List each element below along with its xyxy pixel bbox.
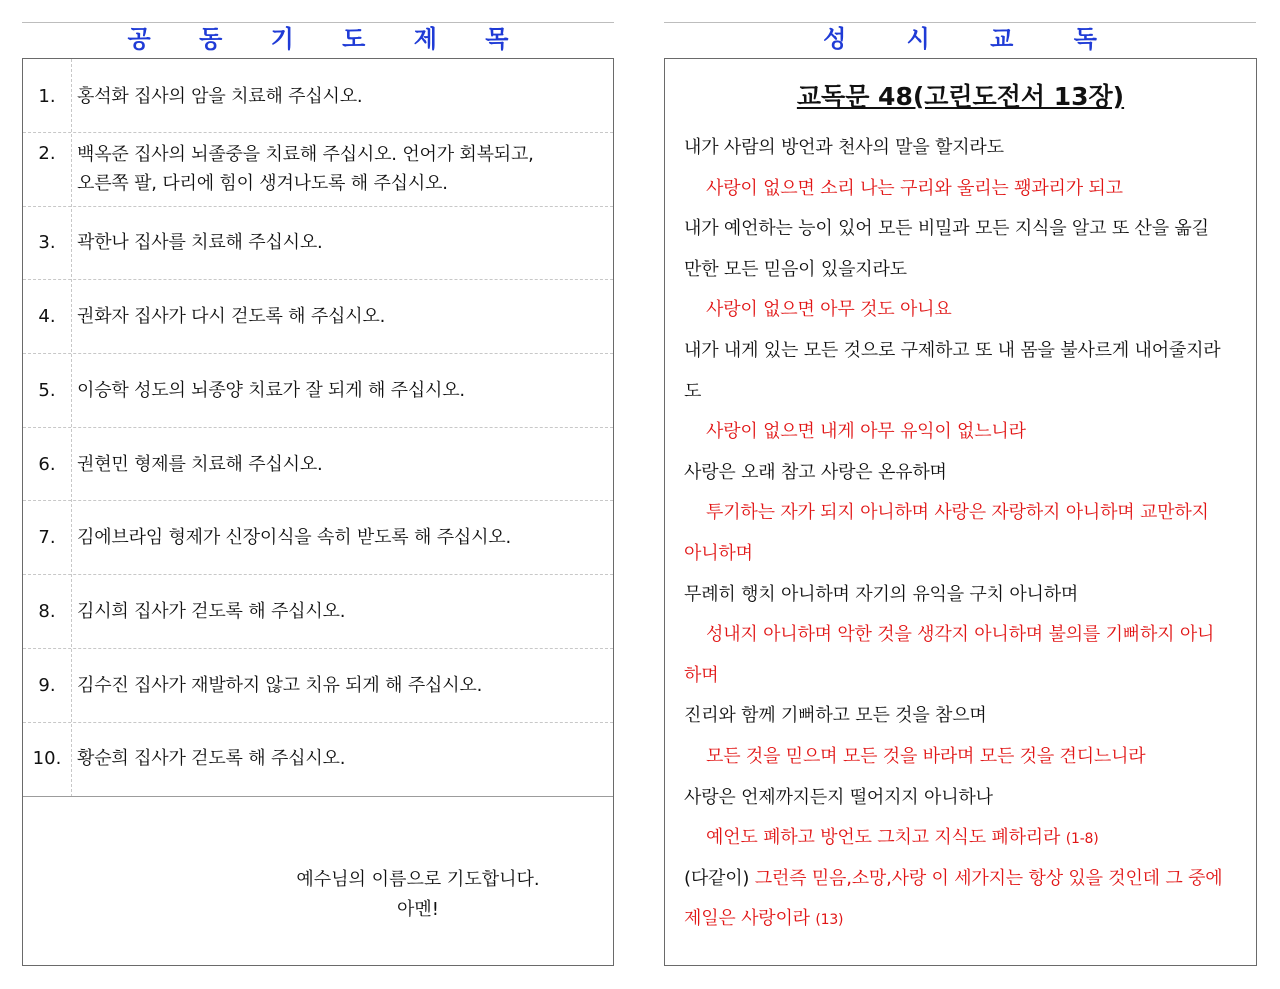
prayer-number: 1.: [38, 86, 56, 107]
reading-line-text: 제일은 사랑이라: [684, 908, 810, 930]
reading-line: 내가 사람의 방언과 천사의 말을 할지라도: [684, 137, 1004, 158]
prayer-number: 5.: [38, 380, 56, 401]
responsive-reading-panel: [664, 58, 1257, 966]
reading-line: [684, 859, 1250, 900]
prayer-text-line: 김에브라임 형제가 신장이식을 속히 받도록 해 주십시오.: [77, 527, 511, 548]
prayer-item: [23, 354, 613, 428]
prayer-item: [23, 207, 613, 280]
reading-line-text: 예언도 폐하고 방언도 그치고 지식도 폐하리라: [706, 827, 1061, 849]
verse-reference: (13): [815, 912, 844, 929]
prayer-text: [77, 376, 573, 405]
prayer-item: [23, 723, 613, 797]
left-title-char: 목: [485, 25, 509, 53]
reading-line: 무례히 행치 아니하며 자기의 유익을 구치 아니하며: [684, 583, 1079, 605]
reading-line: 사랑이 없으면 아무 것도 아니요: [706, 299, 952, 321]
right-title-char: 성: [823, 25, 847, 53]
right-title-char: 독: [1073, 25, 1097, 53]
reading-line: 하며: [684, 664, 719, 686]
prayer-number: 9.: [38, 675, 56, 696]
right-title-char: 교: [990, 25, 1014, 53]
all-together-label: (다같이): [684, 867, 750, 889]
prayer-text-line: 권화자 집사가 다시 걷도록 해 주십시오.: [77, 306, 386, 327]
prayer-item: [23, 501, 613, 575]
closing-prayer: [23, 865, 613, 925]
reading-line: 모든 것을 믿으며 모든 것을 바라며 모든 것을 견디느니라: [706, 745, 1146, 767]
prayer-text: [77, 597, 573, 626]
prayer-number: 7.: [38, 527, 56, 548]
prayer-text-line: 백옥준 집사의 뇌졸중을 치료해 주십시오. 언어가 회복되고,: [77, 144, 534, 165]
prayer-list-panel: [22, 58, 614, 966]
prayer-item: [23, 649, 613, 723]
prayer-text: [77, 228, 573, 257]
prayer-text: [77, 302, 573, 331]
prayer-text-line: 황순희 집사가 걷도록 해 주십시오.: [77, 748, 346, 769]
reading-line: 사랑이 없으면 내게 아무 유익이 없느니라: [706, 421, 1026, 443]
reading-line: 진리와 함께 기뻐하고 모든 것을 참으며: [684, 705, 987, 727]
prayer-text-line: 오른쪽 팔, 다리에 힘이 생겨나도록 해 주십시오.: [77, 173, 448, 194]
prayer-text: [77, 82, 573, 111]
left-column-title: [22, 22, 614, 56]
prayer-text: [77, 523, 573, 552]
prayer-text: [77, 140, 573, 198]
prayer-item: [23, 428, 613, 501]
left-title-char: 제: [413, 25, 437, 53]
prayer-number: 6.: [38, 454, 56, 475]
reading-line: 내가 예언하는 능이 있어 모든 비밀과 모든 지식을 알고 또 산을 옮길: [684, 218, 1209, 240]
reading-line: 아니하며: [684, 542, 753, 564]
prayer-number: 2.: [38, 143, 56, 164]
prayer-text-line: 권현민 형제를 치료해 주십시오.: [77, 454, 323, 475]
reading-line: 성내지 아니하며 악한 것을 생각지 아니하며 불의를 기뻐하지 아니: [706, 624, 1215, 646]
row-divider: [23, 796, 613, 797]
prayer-text-line: 김수진 집사가 재발하지 않고 치유 되게 해 주십시오.: [77, 675, 483, 696]
prayer-item: [23, 280, 613, 354]
amen-line: 아멘!: [397, 899, 439, 920]
prayer-text: [77, 744, 573, 773]
right-title-char: 시: [906, 25, 930, 53]
prayer-text-line: 김시희 집사가 걷도록 해 주십시오.: [77, 601, 346, 622]
prayer-item: [23, 575, 613, 649]
reading-line: [684, 899, 1250, 940]
prayer-text: [77, 450, 573, 479]
left-title-char: 도: [342, 25, 366, 53]
reading-line: 사랑이 없으면 소리 나는 구리와 울리는 꽹과리가 되고: [706, 177, 1123, 199]
prayer-number: 3.: [38, 232, 56, 253]
prayer-text-line: 홍석화 집사의 암을 치료해 주십시오.: [77, 86, 363, 107]
prayer-text-line: 이승학 성도의 뇌종양 치료가 잘 되게 해 주십시오.: [77, 380, 465, 401]
prayer-number: 4.: [38, 306, 56, 327]
prayer-number: 10.: [32, 748, 62, 769]
prayer-text-line: 곽한나 집사를 치료해 주십시오.: [77, 232, 323, 253]
prayer-item: [23, 133, 613, 207]
reading-line: 도: [684, 380, 702, 402]
reading-lines: [684, 128, 1250, 940]
reading-line: 내가 내게 있는 모든 것으로 구제하고 또 내 몸을 불사르게 내어줄지라: [684, 339, 1221, 361]
prayer-item: [23, 59, 613, 133]
right-column-title: [664, 22, 1256, 56]
reading-line: [684, 818, 1250, 859]
left-title-char: 공: [127, 25, 151, 53]
reading-line: 사랑은 오래 참고 사랑은 온유하며: [684, 461, 947, 483]
reading-title: 교독문 48(고린도전서 13장): [796, 82, 1125, 111]
reading-line: 만한 모든 믿음이 있을지라도: [684, 258, 907, 280]
reading-line-text: 그런즉 믿음,소망,사랑 이 세가지는 항상 있을 것인데 그 중에: [754, 867, 1223, 889]
closing-line: 예수님의 이름으로 기도합니다.: [296, 869, 540, 890]
prayer-text: [77, 671, 573, 700]
reading-line: 사랑은 언제까지든지 떨어지지 아니하나: [684, 786, 993, 808]
left-title-char: 기: [270, 25, 294, 53]
reading-line: 투기하는 자가 되지 아니하며 사랑은 자랑하지 아니하며 교만하지: [706, 502, 1209, 524]
left-title-char: 동: [199, 25, 223, 53]
prayer-number: 8.: [38, 601, 56, 622]
verse-reference: (1-8): [1065, 831, 1099, 848]
